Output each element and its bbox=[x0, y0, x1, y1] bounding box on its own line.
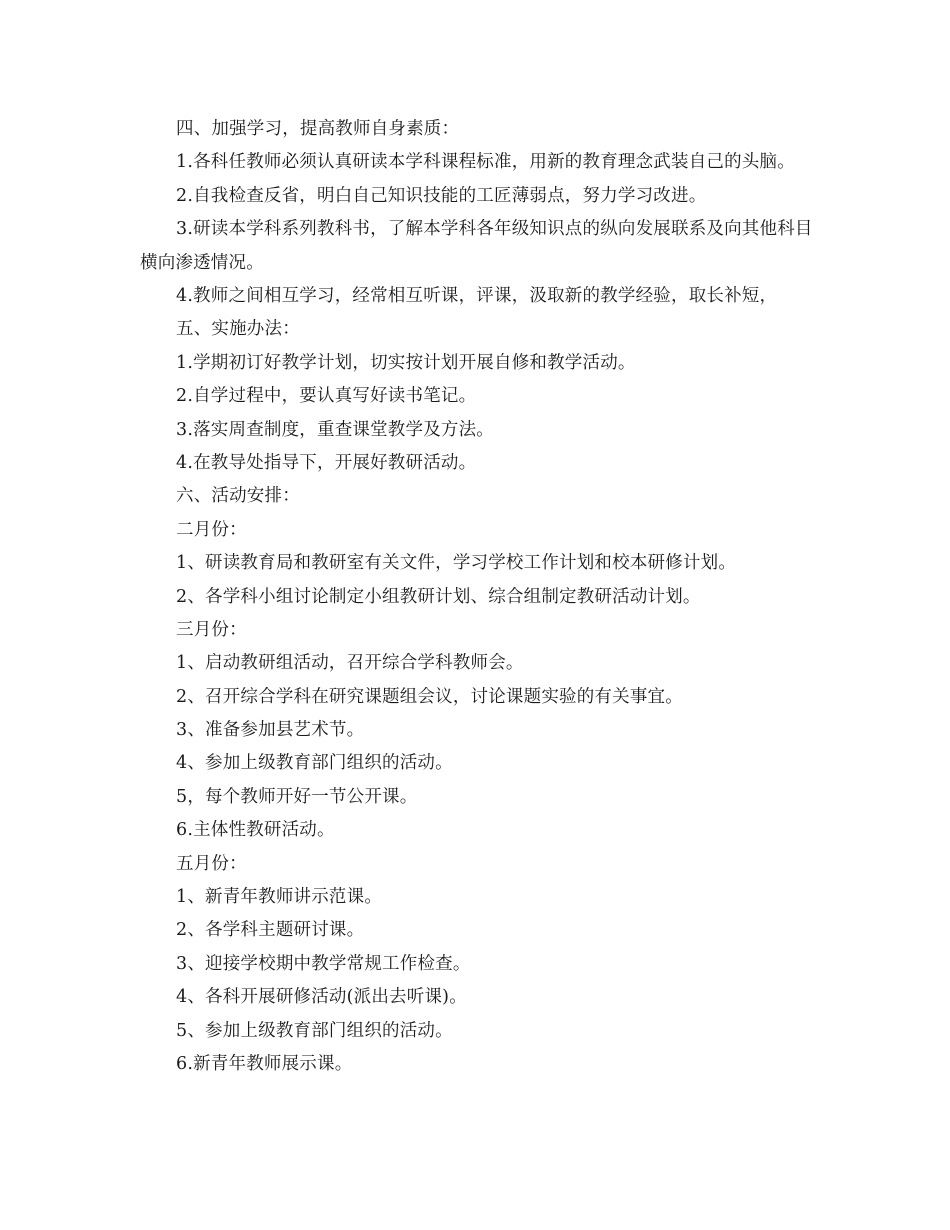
paragraph: 3.落实周查制度，重查课堂教学及方法。 bbox=[176, 419, 494, 440]
paragraph: 4.在教导处指导下，开展好教研活动。 bbox=[176, 452, 477, 473]
month-heading-may: 五月份： bbox=[176, 853, 247, 874]
paragraph: 2.自学过程中，要认真写好读书笔记。 bbox=[176, 386, 477, 407]
list-item: 1、研读教育局和教研室有关文件，学习学校工作计划和校本研修计划。 bbox=[176, 553, 737, 574]
paragraph: 2.自我检查反省，明白自己知识技能的工匠薄弱点，努力学习改进。 bbox=[176, 185, 707, 206]
list-item: 4、各科开展研修活动(派出去听课)。 bbox=[176, 987, 467, 1008]
list-item: 2、召开综合学科在研究课题组会议，讨论课题实验的有关事宜。 bbox=[176, 686, 683, 707]
list-item: 2、各学科小组讨论制定小组教研计划、综合组制定教研活动计划。 bbox=[176, 586, 701, 607]
month-heading-february: 二月份： bbox=[176, 519, 247, 540]
list-item: 5、参加上级教育部门组织的活动。 bbox=[176, 1020, 453, 1041]
paragraph: 4.教师之间相互学习，经常相互听课，评课，汲取新的教学经验，取长补短， bbox=[176, 285, 778, 306]
list-item: 2、各学科主题研讨课。 bbox=[176, 920, 365, 941]
document-body bbox=[140, 113, 820, 1081]
section-heading-study: 四、加强学习，提高教师自身素质： bbox=[176, 119, 460, 139]
list-item: 1、新青年教师讲示范课。 bbox=[176, 887, 383, 908]
list-item: 6.主体性教研活动。 bbox=[176, 820, 335, 841]
paragraph: 1.学期初订好教学计划，切实按计划开展自修和教学活动。 bbox=[176, 352, 636, 373]
list-item: 3、迎接学校期中教学常规工作检查。 bbox=[176, 953, 471, 974]
paragraph-wrapped: 3.研读本学科系列教科书，了解本学科各年级知识点的纵向发展联系及向其他科目横向渗透情况。 bbox=[140, 219, 813, 273]
list-item: 3、准备参加县艺术节。 bbox=[176, 720, 365, 741]
month-heading-march: 三月份： bbox=[176, 619, 247, 640]
section-heading-methods: 五、实施办法： bbox=[176, 319, 300, 340]
list-item: 6.新青年教师展示课。 bbox=[176, 1053, 353, 1074]
section-heading-schedule: 六、活动安排： bbox=[176, 486, 300, 507]
list-item: 5，每个教师开好一节公开课。 bbox=[176, 786, 418, 807]
paragraph: 1.各科任教师必须认真研读本学科课程标准，用新的教育理念武装自己的头脑。 bbox=[176, 152, 795, 173]
list-item: 1、启动教研组活动，召开综合学科教师会。 bbox=[176, 653, 524, 674]
list-item: 4、参加上级教育部门组织的活动。 bbox=[176, 753, 453, 774]
